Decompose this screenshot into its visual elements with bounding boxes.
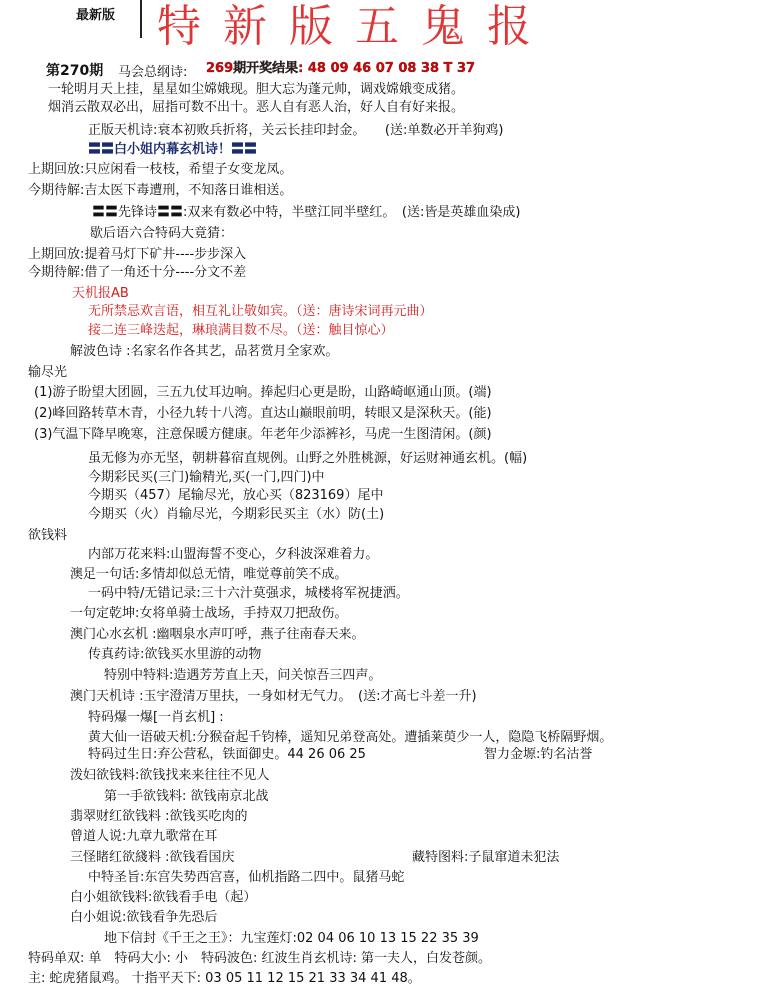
text-line: 智力金塬:钓名沽誉 — [484, 747, 593, 762]
text-line: 曾道人说:九章九歌常在耳 — [70, 829, 218, 844]
text-line: 翡翠财红欲钱料 :欲钱买吃肉的 — [70, 809, 248, 824]
newspaper-title: 特新版五鬼报 — [157, 1, 553, 52]
issue-number: 第270期 — [46, 63, 104, 79]
text-line: (1)游子盼望大团圆，三五九仗耳边响。捧起归心更是盼，山路崎岖通山顶。(端) — [34, 385, 492, 400]
text-line: 澳门天机诗 :玉宇澄清万里扶，一身如材无气力。 (送:才高七斗差一升) — [70, 689, 477, 704]
text-line: 今期待解:借了一角还十分----分文不差 — [28, 265, 247, 280]
text-line: 内部万花来料:山盟海誓不变心，夕科波深难着力。 — [88, 547, 379, 562]
text-line: 一轮明月天上挂，星星如尘嫦娥现。胆大忘为蓬元帅，调戏嫦娥变成猪。 — [48, 82, 465, 97]
text-line: 三怪睹红欲綫料 :欲钱看国庆 — [70, 850, 235, 865]
text-line: 一句定乾坤:女将单骑士战场，手持双刀把敌伤。 — [70, 606, 348, 621]
text-line: 传真药诗:欲钱买水里游的动物 — [88, 647, 262, 662]
text-line: 虽无修为亦无坚，朝耕暮宿直规例。山野之外胜桃源，好运财神通玄机。(幅) — [88, 451, 528, 466]
text-line: 白小姐说:欲钱看争先恐后 — [70, 910, 218, 925]
draw-result: 269期开奖结果: 48 09 46 07 08 38 T 37 — [206, 61, 476, 76]
text-line: 上期回放:只应闲看一枝枝，希望子女变龙凤。 — [28, 162, 293, 177]
text-line: 正版天机诗:衰本初败兵折将，关云长挂印封金。 (送:单数必开羊狗鸡) — [88, 123, 504, 138]
text-line: 白小姐欲钱料:欲钱看手电（起） — [70, 890, 257, 905]
edition-label: 最新版 — [76, 8, 116, 23]
text-line: 接二连三峰迭起，琳琅满目数不尽。（送：触目惊心） — [88, 323, 394, 338]
text-line: 今期待解:吉太医下毒遭刑，不知落日谁相送。 — [28, 183, 293, 198]
text-line: (2)峰回路转草木青，小径九转十八湾。直达山巅眼前明，转眼又是深秋天。(能) — [34, 406, 492, 421]
text-line: 澳门心水玄机 :幽咽泉水声叮呼，燕子往南春天来。 — [70, 627, 365, 642]
text-line: 特码单双: 单 特码大小: 小 特码波色: 红波生肖玄机诗: 第一夫人，白发苍颜。 — [28, 951, 492, 966]
text-line: 烟消云散双必出，屈指可数不出十。恶人自有恶人治，好人自有好来报。 — [48, 100, 465, 115]
text-line: 第一手欲钱料: 欲钱南京北战 — [104, 789, 269, 804]
text-line: 特码过生日:弃公营私，铁面御史。44 26 06 25 — [88, 747, 366, 762]
text-line: 地下信封《千王之王》：九宝莲灯:02 04 06 10 13 15 22 35 39 — [104, 931, 479, 946]
text-line: 〓〓先锋诗〓〓:双来有数必中特，半壁江同半壁红。 (送:皆是英雄血染成) — [92, 205, 521, 220]
text-line: 黄大仙一语破天机:分猴奋起千钧棒，遥知兄弟登高处。遭插莱萸少一人，隐隐飞桥隔野烟。 — [88, 730, 613, 745]
text-line: 今期买（457）尾输尽光，放心买（823169）尾中 — [88, 488, 384, 503]
poem-label: 马会总纲诗: — [118, 65, 188, 80]
text-line: 今期买（火）肖输尽光，今期彩民买主（水）防(土) — [88, 507, 385, 522]
section-heading: 输尽光 — [28, 365, 68, 380]
header-divider — [140, 0, 142, 38]
text-line: 一码中特/无错记录:三十六汁莫强求，城楼将军祝捷洒。 — [88, 586, 409, 601]
text-line: (3)气温下降早晚寒，注意保暖方健康。年老年少添裤衫，马虎一生图清闲。(颜) — [34, 427, 492, 442]
text-line: 澳足一句话:多情却似总无情，唯觉尊前笑不成。 — [70, 567, 348, 582]
text-line: 中特圣旨:东宫失势西宫喜，仙机指路二四中。鼠猪马蛇 — [88, 870, 405, 885]
section-heading: 天机报AB — [72, 286, 129, 301]
text-line: 上期回放:提着马灯下矿井----步步深入 — [28, 247, 247, 262]
text-line: 藏特图料:子鼠窜道未犯法 — [412, 850, 560, 865]
text-line: 特别中特料:造遇芳芳直上天，问关惊吾三四声。 — [104, 668, 382, 683]
section-heading: 特码爆一爆[一肖玄机] : — [88, 710, 224, 725]
text-line: 无所禁忌欢言语，相互礼让敬如宾。（送：唐诗宋词再元曲） — [88, 304, 433, 319]
section-heading: 欲钱料 — [28, 528, 68, 543]
text-line: 今期彩民买(三门)输精光,买(一门,四门)中 — [88, 470, 325, 485]
section-heading: 〓〓白小姐内幕玄机诗！〓〓 — [88, 142, 258, 157]
text-line: 主: 蛇虎猪鼠鸡。 十指平天下: 03 05 11 12 15 21 33 34 41 48。 — [28, 971, 421, 986]
text-line: 泼妇欲钱料:欲钱找来来往往不见人 — [70, 768, 270, 783]
section-heading: 歇后语六合特码大竟猜： — [90, 226, 234, 241]
text-line: 解波色诗 :名家名作各其艺，品茗赏月全家欢。 — [70, 344, 339, 359]
